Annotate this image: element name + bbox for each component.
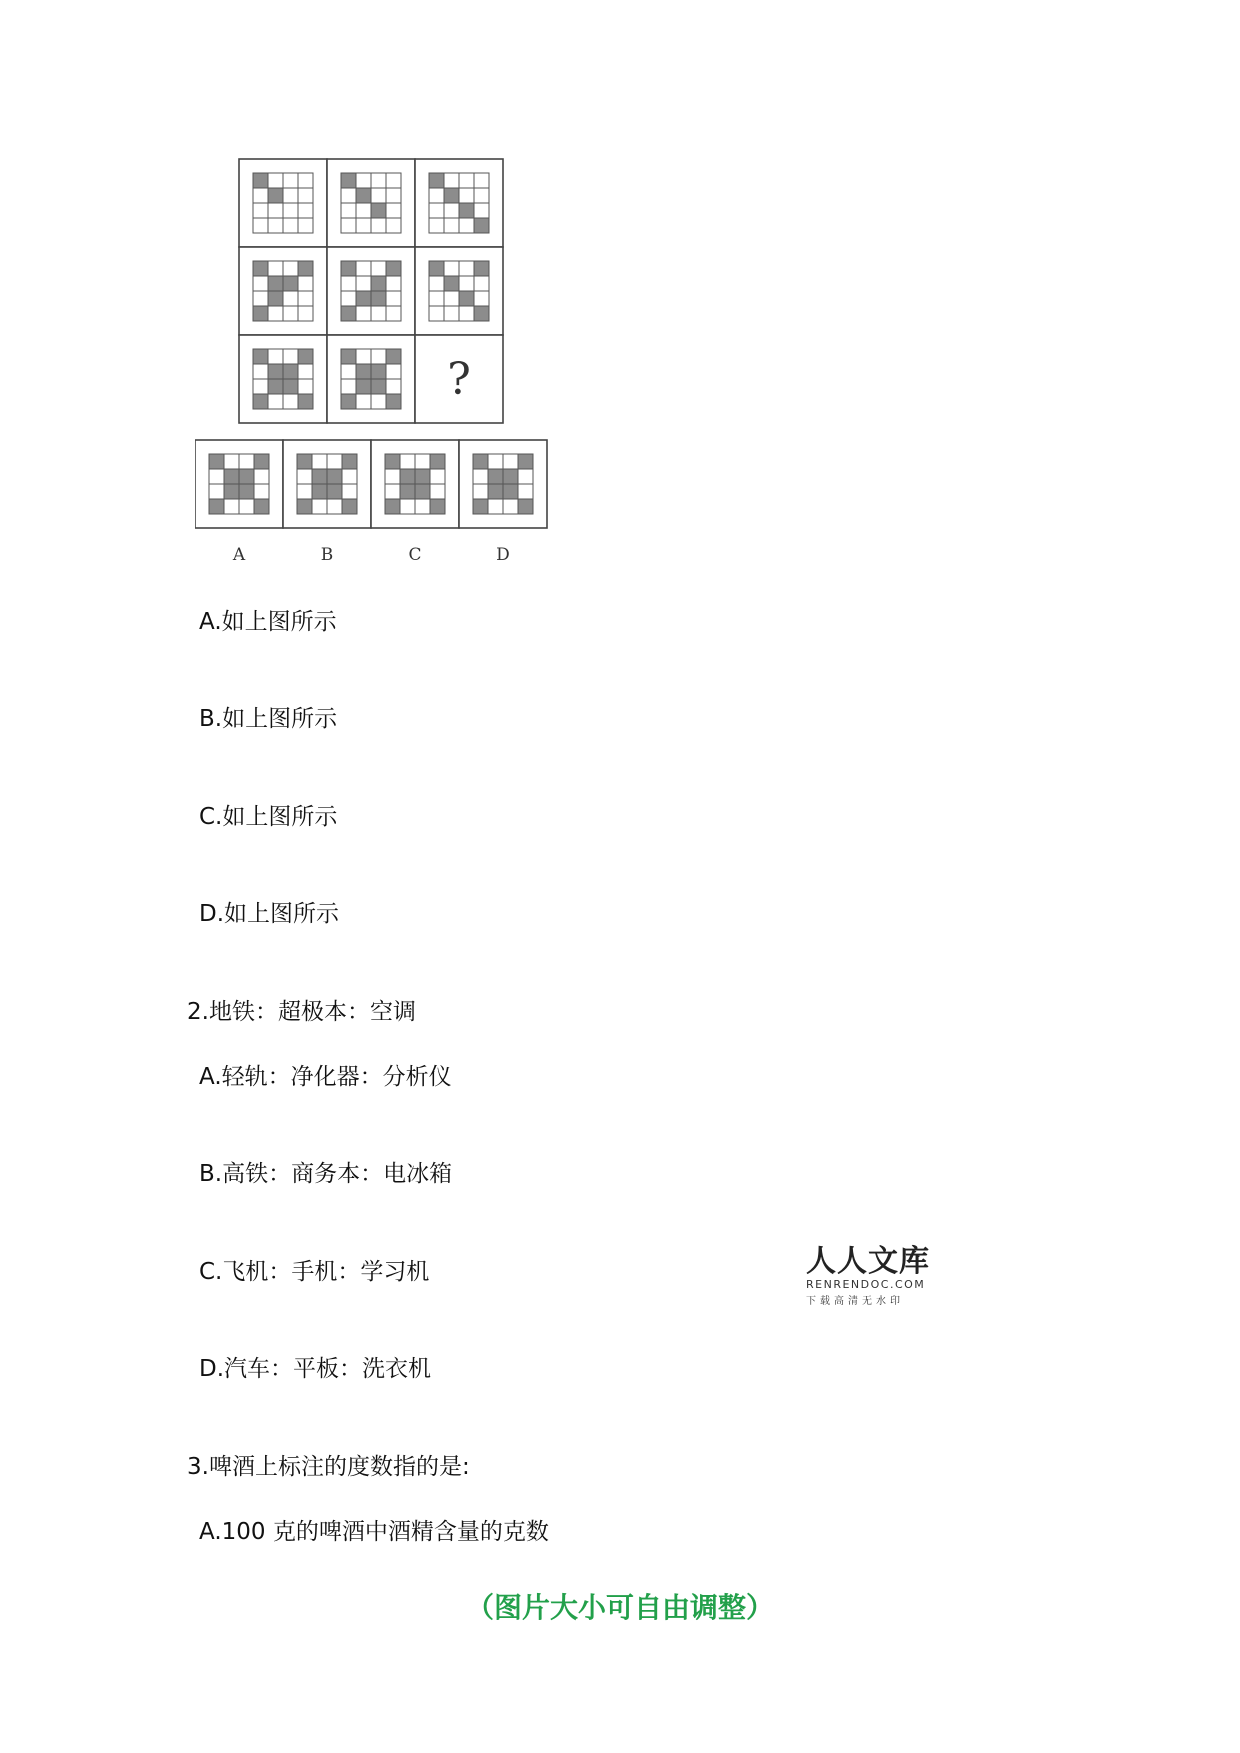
pattern-square (459, 203, 474, 218)
pattern-square (312, 499, 327, 514)
q2-option-d: D.汽车：平板：洗衣机 (199, 1356, 432, 1382)
pattern-square (356, 291, 371, 306)
pattern-square (356, 306, 371, 321)
pattern-square (254, 499, 269, 514)
pattern-square (473, 469, 488, 484)
matrix-pattern (341, 173, 401, 233)
pattern-square (356, 349, 371, 364)
pattern-square (429, 218, 444, 233)
pattern-square (474, 218, 489, 233)
pattern-square (371, 203, 386, 218)
option-label: D (496, 545, 510, 565)
q1-option-a: A.如上图所示 (199, 609, 337, 635)
pattern-square (283, 173, 298, 188)
pattern-square (386, 188, 401, 203)
pattern-square (488, 454, 503, 469)
pattern-square (253, 203, 268, 218)
option-pattern (297, 454, 357, 514)
pattern-square (474, 291, 489, 306)
pattern-square (253, 394, 268, 409)
pattern-square (386, 394, 401, 409)
pattern-square (298, 394, 313, 409)
pattern-square (253, 306, 268, 321)
pattern-square (283, 203, 298, 218)
pattern-square (341, 364, 356, 379)
pattern-square (297, 469, 312, 484)
pattern-square (342, 469, 357, 484)
pattern-square (283, 188, 298, 203)
pattern-square (341, 188, 356, 203)
q1-option-b: B.如上图所示 (199, 706, 338, 732)
q1-option-d: D.如上图所示 (199, 901, 340, 927)
watermark-subtitle: 下载高清无水印 (806, 1296, 904, 1307)
pattern-square (253, 188, 268, 203)
pattern-square (400, 484, 415, 499)
watermark-logo (806, 1236, 936, 1307)
pattern-square (253, 291, 268, 306)
pattern-square (430, 454, 445, 469)
pattern-square (415, 469, 430, 484)
pattern-square (268, 364, 283, 379)
pattern-square (459, 188, 474, 203)
pattern-square (209, 484, 224, 499)
pattern-square (341, 349, 356, 364)
pattern-square (298, 291, 313, 306)
pattern-square (459, 218, 474, 233)
question-mark: ? (447, 354, 471, 405)
pattern-square (297, 484, 312, 499)
pattern-square (385, 454, 400, 469)
pattern-square (371, 188, 386, 203)
pattern-square (298, 364, 313, 379)
pattern-square (371, 261, 386, 276)
pattern-square (254, 469, 269, 484)
pattern-square (386, 218, 401, 233)
pattern-square (341, 203, 356, 218)
option-label: A (232, 545, 246, 565)
pattern-square (298, 218, 313, 233)
pattern-square (239, 499, 254, 514)
pattern-square (474, 173, 489, 188)
resize-note: （图片大小可自由调整） (465, 1591, 774, 1624)
pattern-square (298, 379, 313, 394)
pattern-square (298, 306, 313, 321)
pattern-square (474, 261, 489, 276)
pattern-square (253, 349, 268, 364)
pattern-square (386, 173, 401, 188)
pattern-square (268, 394, 283, 409)
pattern-square (356, 188, 371, 203)
pattern-square (429, 261, 444, 276)
pattern-square (444, 261, 459, 276)
pattern-square (283, 218, 298, 233)
matrix-pattern (429, 173, 489, 233)
pattern-square (297, 454, 312, 469)
pattern-square (283, 364, 298, 379)
pattern-square (518, 469, 533, 484)
pattern-square (371, 379, 386, 394)
matrix-pattern (253, 261, 313, 321)
pattern-square (342, 499, 357, 514)
pattern-square (415, 499, 430, 514)
pattern-square (386, 349, 401, 364)
pattern-square (371, 394, 386, 409)
pattern-square (298, 173, 313, 188)
pattern-square (371, 291, 386, 306)
option-pattern (209, 454, 269, 514)
pattern-square (385, 469, 400, 484)
pattern-square (224, 499, 239, 514)
pattern-square (253, 364, 268, 379)
pattern-square (444, 203, 459, 218)
pattern-square (268, 349, 283, 364)
pattern-square (224, 454, 239, 469)
pattern-square (312, 484, 327, 499)
pattern-square (341, 173, 356, 188)
pattern-square (459, 173, 474, 188)
q3-option-a: A.100 克的啤酒中酒精含量的克数 (199, 1519, 549, 1545)
pattern-square (444, 306, 459, 321)
pattern-square (341, 291, 356, 306)
pattern-square (474, 306, 489, 321)
pattern-square (371, 349, 386, 364)
pattern-square (430, 469, 445, 484)
pattern-square (297, 499, 312, 514)
pattern-square (371, 173, 386, 188)
pattern-square (283, 379, 298, 394)
pattern-square (386, 364, 401, 379)
pattern-square (268, 379, 283, 394)
pattern-square (239, 454, 254, 469)
pattern-square (385, 499, 400, 514)
pattern-square (209, 469, 224, 484)
pattern-square (224, 484, 239, 499)
pattern-square (268, 306, 283, 321)
pattern-square (385, 484, 400, 499)
pattern-square (341, 306, 356, 321)
pattern-square (429, 203, 444, 218)
pattern-square (254, 484, 269, 499)
pattern-square (283, 291, 298, 306)
pattern-square (253, 173, 268, 188)
pattern-square (386, 276, 401, 291)
matrix-pattern (341, 261, 401, 321)
watermark-url: RENRENDOC.COM (806, 1278, 926, 1291)
pattern-square (473, 484, 488, 499)
pattern-square (341, 379, 356, 394)
pattern-square (429, 291, 444, 306)
pattern-square (459, 291, 474, 306)
pattern-square (356, 203, 371, 218)
pattern-square (327, 469, 342, 484)
q2-option-a: A.轻轨：净化器：分析仪 (199, 1064, 452, 1090)
pattern-square (327, 499, 342, 514)
option-pattern (473, 454, 533, 514)
pattern-square (459, 261, 474, 276)
pattern-square (283, 261, 298, 276)
q2-stem: 2.地铁：超极本：空调 (187, 999, 416, 1025)
option-pattern (385, 454, 445, 514)
pattern-square (341, 218, 356, 233)
pattern-square (298, 261, 313, 276)
pattern-square (473, 454, 488, 469)
q1-option-c: C.如上图所示 (199, 804, 338, 830)
pattern-square (429, 276, 444, 291)
pattern-square (341, 276, 356, 291)
pattern-square (239, 469, 254, 484)
pattern-square (268, 203, 283, 218)
q3-stem: 3.啤酒上标注的度数指的是: (187, 1454, 470, 1480)
pattern-square (474, 188, 489, 203)
pattern-square (356, 218, 371, 233)
pattern-square (239, 484, 254, 499)
pattern-square (429, 188, 444, 203)
pattern-square (283, 394, 298, 409)
pattern-square (459, 306, 474, 321)
pattern-square (254, 454, 269, 469)
option-label: C (408, 545, 422, 565)
pattern-square (342, 484, 357, 499)
pattern-square (312, 454, 327, 469)
pattern-square (444, 218, 459, 233)
pattern-square (253, 261, 268, 276)
pattern-square (473, 499, 488, 514)
pattern-square (209, 499, 224, 514)
pattern-square (356, 276, 371, 291)
pattern-square (415, 454, 430, 469)
pattern-square (503, 499, 518, 514)
pattern-square (488, 499, 503, 514)
pattern-square (386, 379, 401, 394)
pattern-square (444, 173, 459, 188)
pattern-square (429, 306, 444, 321)
pattern-square (518, 484, 533, 499)
pattern-square (430, 499, 445, 514)
pattern-square (268, 276, 283, 291)
matrix-pattern (429, 261, 489, 321)
option-label: B (320, 545, 334, 565)
pattern-square (209, 454, 224, 469)
pattern-square (400, 454, 415, 469)
pattern-square (298, 188, 313, 203)
pattern-square (342, 454, 357, 469)
pattern-square (459, 276, 474, 291)
pattern-square (224, 469, 239, 484)
pattern-square (371, 218, 386, 233)
pattern-square (474, 276, 489, 291)
pattern-square (283, 306, 298, 321)
pattern-square (298, 203, 313, 218)
matrix-pattern (253, 173, 313, 233)
pattern-square (386, 203, 401, 218)
pattern-square (298, 276, 313, 291)
pattern-square (268, 188, 283, 203)
pattern-square (386, 261, 401, 276)
pattern-square (444, 276, 459, 291)
pattern-square (268, 218, 283, 233)
pattern-square (356, 394, 371, 409)
pattern-square (253, 218, 268, 233)
pattern-square (356, 261, 371, 276)
pattern-square (429, 173, 444, 188)
q2-option-b: B.高铁：商务本：电冰箱 (199, 1161, 453, 1187)
pattern-square (444, 188, 459, 203)
matrix-pattern (253, 349, 313, 409)
q2-option-c: C.飞机：手机：学习机 (199, 1259, 430, 1285)
pattern-square (400, 469, 415, 484)
pattern-square (283, 276, 298, 291)
pattern-square (371, 364, 386, 379)
pattern-square (430, 484, 445, 499)
pattern-square (400, 499, 415, 514)
pattern-square (488, 469, 503, 484)
pattern-square (356, 173, 371, 188)
pattern-square (444, 291, 459, 306)
pattern-square (518, 499, 533, 514)
pattern-square (341, 261, 356, 276)
pattern-square (356, 379, 371, 394)
reasoning-figure (195, 155, 555, 575)
pattern-square (283, 349, 298, 364)
pattern-square (371, 276, 386, 291)
pattern-square (518, 454, 533, 469)
matrix-pattern (341, 349, 401, 409)
pattern-square (415, 484, 430, 499)
watermark-title: 人人文库 (806, 1244, 930, 1279)
pattern-square (356, 364, 371, 379)
pattern-square (386, 306, 401, 321)
pattern-square (312, 469, 327, 484)
pattern-square (327, 454, 342, 469)
pattern-square (503, 484, 518, 499)
pattern-square (268, 173, 283, 188)
pattern-square (503, 469, 518, 484)
pattern-square (327, 484, 342, 499)
pattern-square (474, 203, 489, 218)
pattern-square (268, 261, 283, 276)
pattern-square (371, 306, 386, 321)
pattern-square (503, 454, 518, 469)
pattern-square (298, 349, 313, 364)
pattern-square (268, 291, 283, 306)
pattern-square (253, 276, 268, 291)
pattern-square (386, 291, 401, 306)
pattern-square (253, 379, 268, 394)
pattern-square (341, 394, 356, 409)
pattern-square (488, 484, 503, 499)
